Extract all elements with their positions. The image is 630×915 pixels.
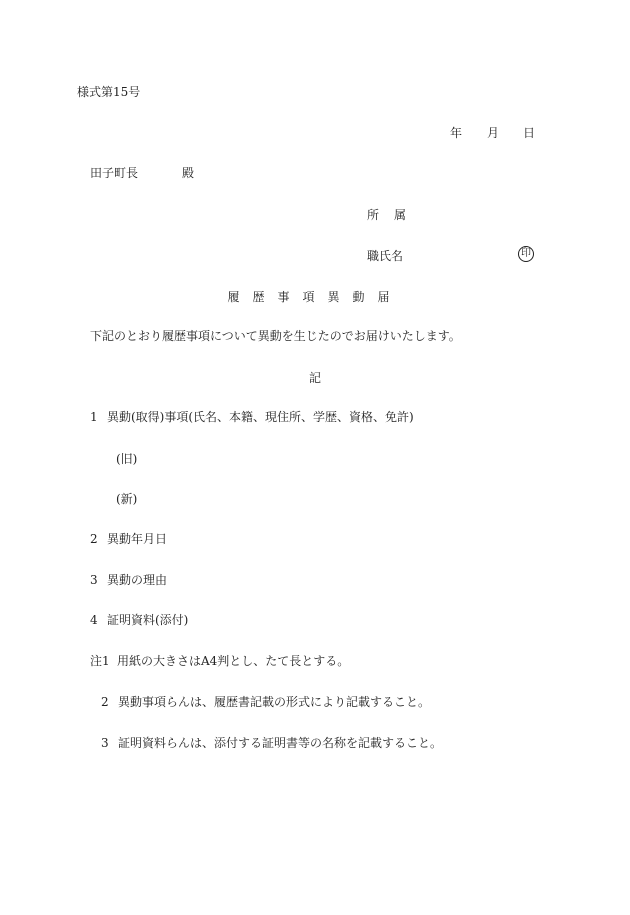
item1-old-label: (旧) [116, 452, 138, 466]
intro-text: 下記のとおり履歴事項について異動を生じたのでお届けいたします。 [90, 329, 461, 343]
affiliation-field [367, 207, 407, 223]
date-day-label: 日 [523, 126, 536, 140]
item-text: 証明資料(添付) [107, 613, 189, 627]
date-month-label: 月 [487, 126, 500, 140]
affiliation-label-1: 所 [367, 208, 380, 222]
date-year-label: 年 [450, 126, 463, 140]
item-number: 4 [90, 613, 98, 627]
addressee-name: 田子町長 [90, 166, 139, 180]
note-number: 2 [101, 695, 109, 709]
item-number: 1 [90, 410, 98, 424]
note-text: 用紙の大きさはA4判とし、たて長とする。 [117, 654, 350, 668]
document-title: 履歴事項異動届 [227, 290, 403, 304]
form-number: 様式第15号 [77, 85, 141, 99]
list-item [90, 612, 188, 628]
item1-new-label: (新) [116, 492, 138, 506]
note-number: 注1 [90, 654, 110, 668]
item-text: 異動年月日 [107, 532, 168, 546]
affiliation-label-2: 属 [394, 208, 407, 222]
note-text: 異動事項らんは、履歴書記載の形式により記載すること。 [118, 695, 431, 709]
note-text: 証明資料らんは、添付する証明書等の名称を記載すること。 [118, 736, 443, 750]
list-item [90, 572, 167, 588]
addressee-honorific: 殿 [182, 166, 195, 180]
list-item [90, 531, 167, 547]
note-number: 3 [101, 736, 109, 750]
list-item [90, 409, 414, 425]
item-number: 3 [90, 573, 98, 587]
name-field: 職氏名 [367, 249, 404, 263]
note-item [101, 735, 442, 751]
note-item [101, 694, 430, 710]
item-number: 2 [90, 532, 98, 546]
note-item [90, 653, 349, 669]
ki-heading: 記 [308, 371, 321, 385]
addressee [90, 165, 195, 181]
seal-mark: 印 [518, 246, 534, 262]
item-text: 異動の理由 [107, 573, 168, 587]
item-text: 異動(取得)事項(氏名、本籍、現住所、学歴、資格、免許) [107, 410, 414, 424]
